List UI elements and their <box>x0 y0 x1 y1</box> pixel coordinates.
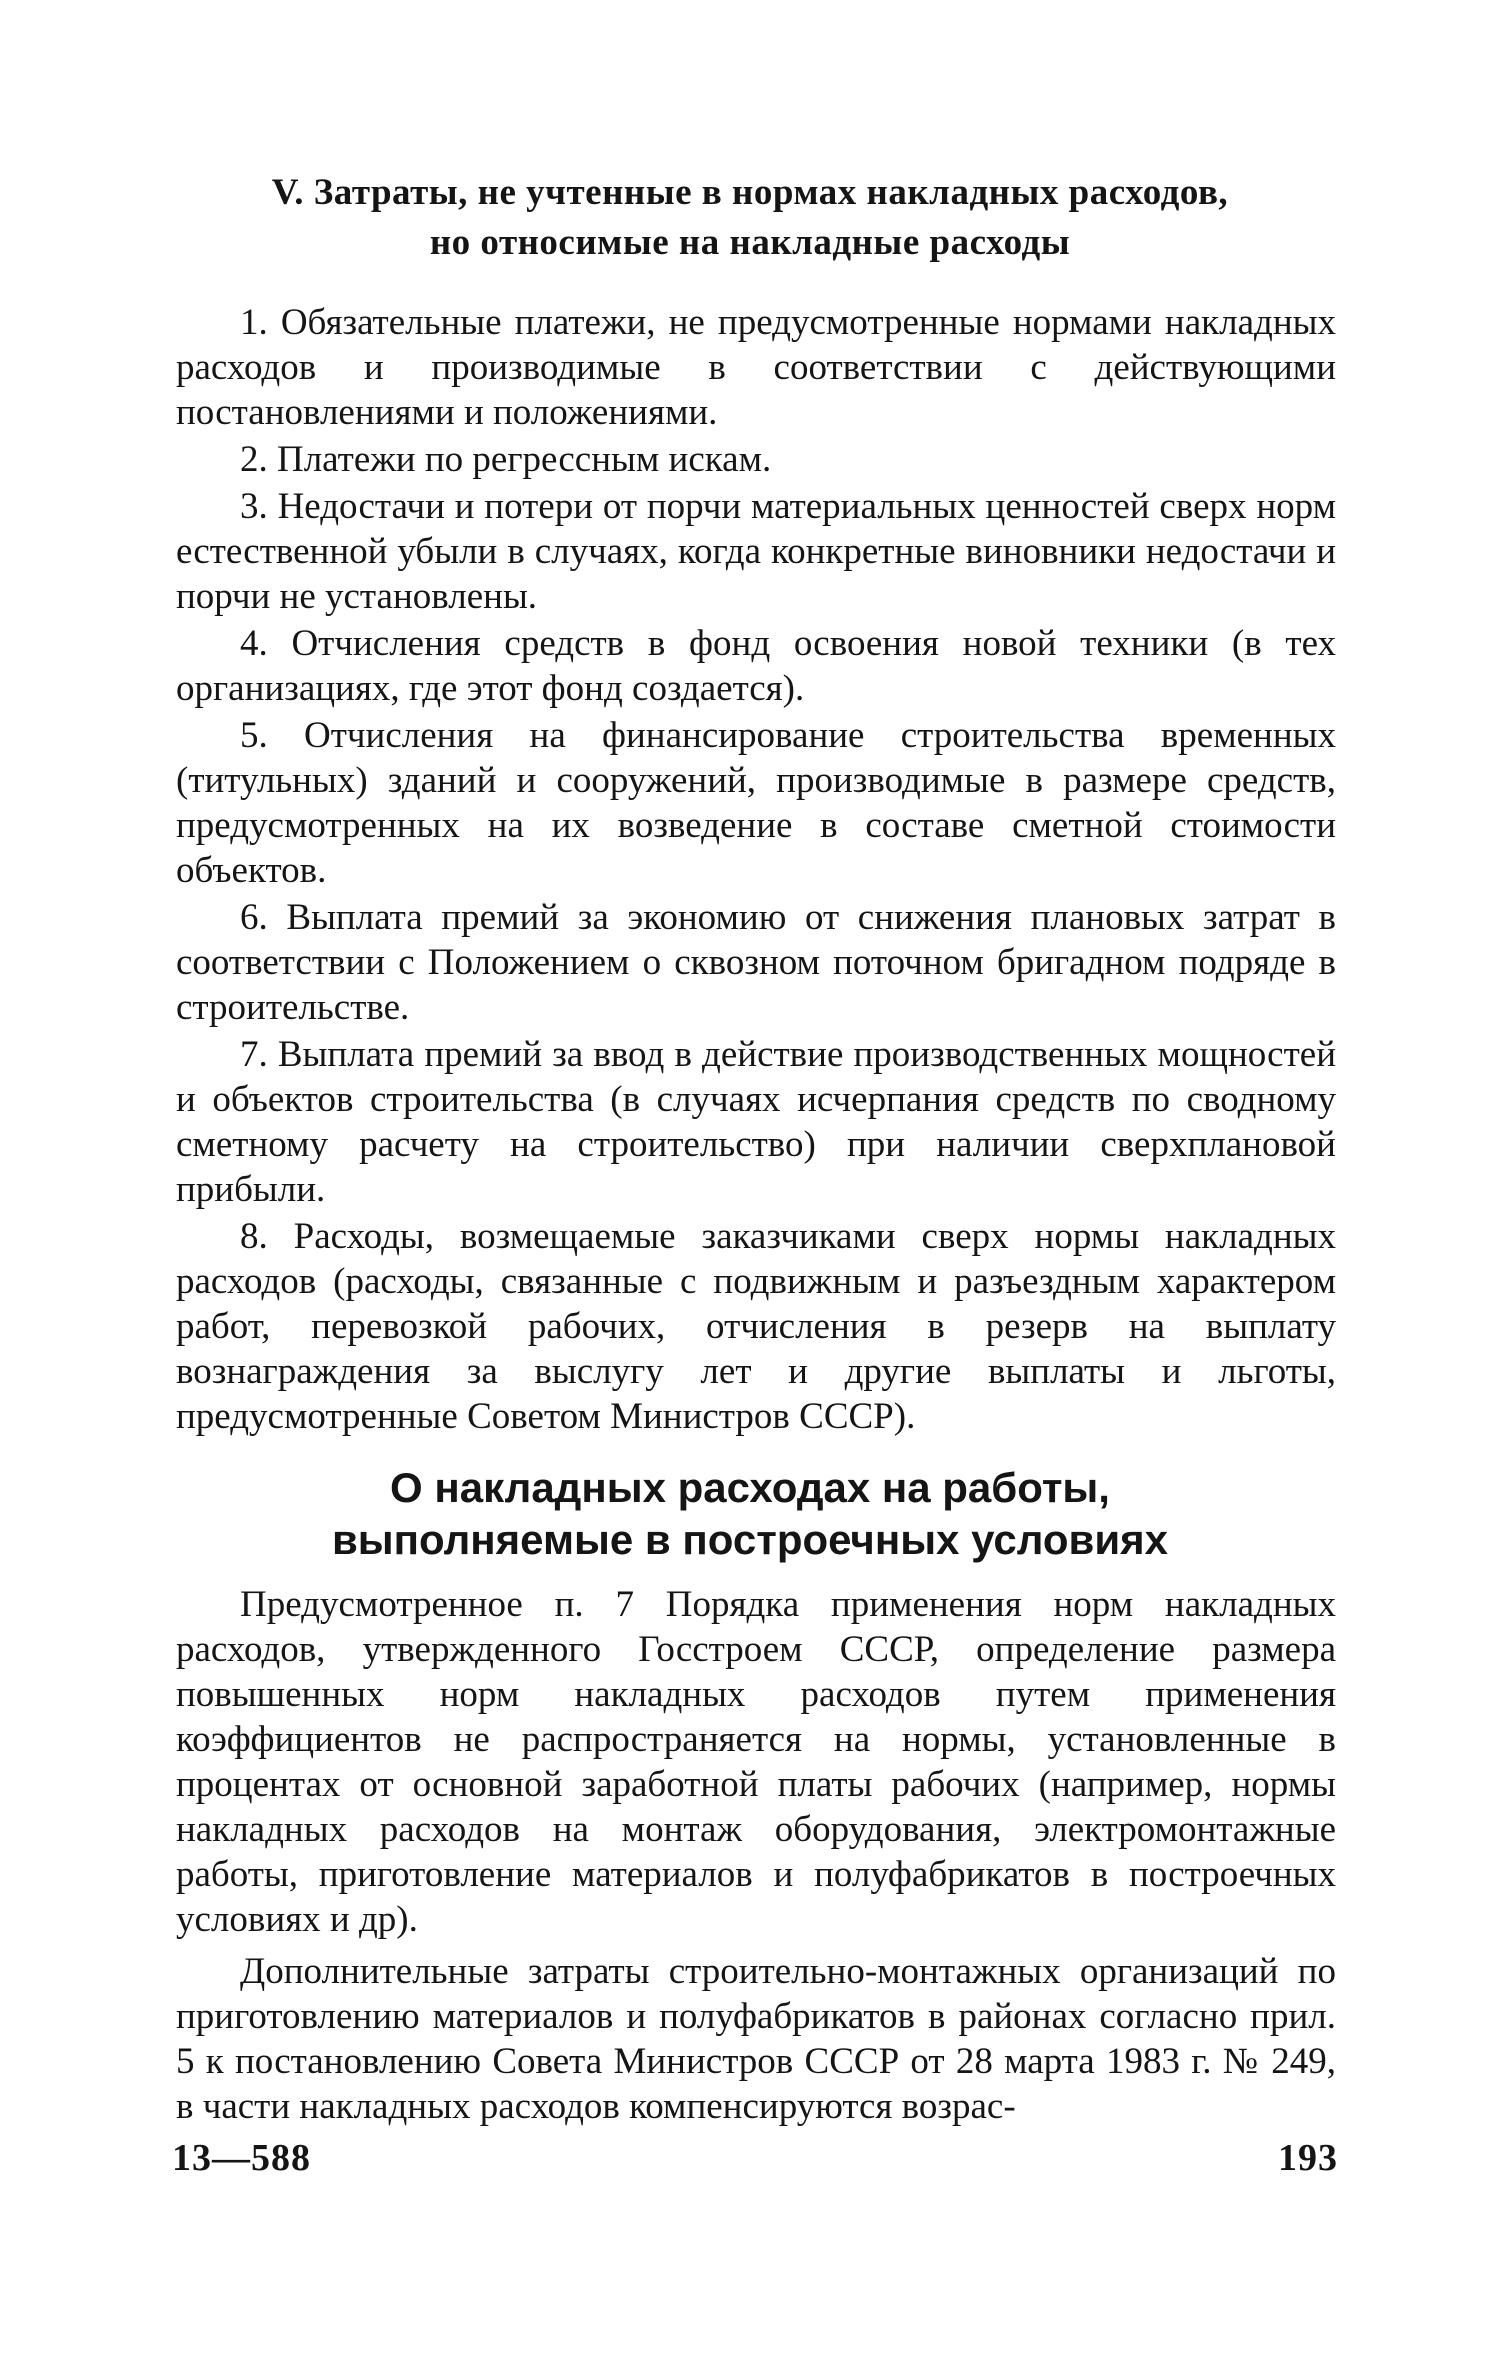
section-heading <box>150 168 1350 268</box>
list-item: 5. Отчисления на финансирование строительства временных (титульных) зданий и сооружений, производимые в размере средств, предусмотренных на их возведение в составе сметной стоимости объектов. <box>176 715 1336 891</box>
list-item: 7. Выплата премий за ввод в действие производственных мощностей и объектов строительства (в случаях исчерпания средств по сводному сметному расчету на строительство) при наличии сверхплановой прибыли. <box>176 1034 1336 1210</box>
article-title-line-1: О накладных расходах на работы, <box>390 1464 1110 1511</box>
list-item: 6. Выплата премий за экономию от снижения плановых затрат в соответствии с Положением о сквозном поточном бригадном подряде в строительстве. <box>176 897 1336 1028</box>
page-number: 193 <box>1278 2137 1338 2179</box>
list-item: 3. Недостачи и потери от порчи материальных ценностей сверх норм естественной убыли в случаях, когда конкретные виновники недостачи и порчи не установлены. <box>176 486 1336 617</box>
article-title <box>150 1462 1350 1566</box>
paragraph: Предусмотренное п. 7 Порядка применения норм накладных расходов, утвержденного Госстроем СССР, определение размера повышенных норм накладных расходов путем применения коэффициентов не распространяется на нормы, установленные в процентах от основной заработной платы рабочих (например, нормы накладных расходов на монтаж оборудования, электромонтажные работы, приготовление материалов и полуфабрикатов в построечных условиях и др). <box>176 1584 1336 1940</box>
paragraph: Дополнительные затраты строительно-монтажных организаций по приготовлению материалов и полуфабрикатов в районах согласно прил. 5 к постановлению Совета Министров СССР от 28 марта 1983 г. № 249, в части накладных расходов компенсируются возрас- <box>176 1951 1336 2127</box>
section-heading-line-1: V. Затраты, не учтенные в нормах накладных расходов, <box>271 172 1229 213</box>
list-item: 8. Расходы, возмещаемые заказчиками сверх нормы накладных расходов (расходы, связанные с подвижным и разъездным характером работ, перевозкой рабочих, отчисления в резерв на выплату вознаграждения за выслугу лет и другие выплаты и льготы, предусмотренные Советом Министров СССР). <box>176 1216 1336 1437</box>
expense-items-list <box>176 300 1336 1441</box>
list-item: 1. Обязательные платежи, не предусмотренные нормами накладных расходов и производимые в соответствии с действующими постановлениями и положениями. <box>176 302 1336 433</box>
section-heading-line-2: но относимые на накладные расходы <box>429 222 1071 263</box>
list-item: 2. Платежи по регрессным искам. <box>240 439 772 480</box>
article-title-line-2: выполняемые в построечных условиях <box>331 1516 1169 1563</box>
list-item: 4. Отчисления средств в фонд освоения новой техники (в тех организациях, где этот фонд создается). <box>176 623 1336 709</box>
article-body <box>176 1582 1336 2136</box>
signature-mark: 13—588 <box>172 2137 311 2179</box>
